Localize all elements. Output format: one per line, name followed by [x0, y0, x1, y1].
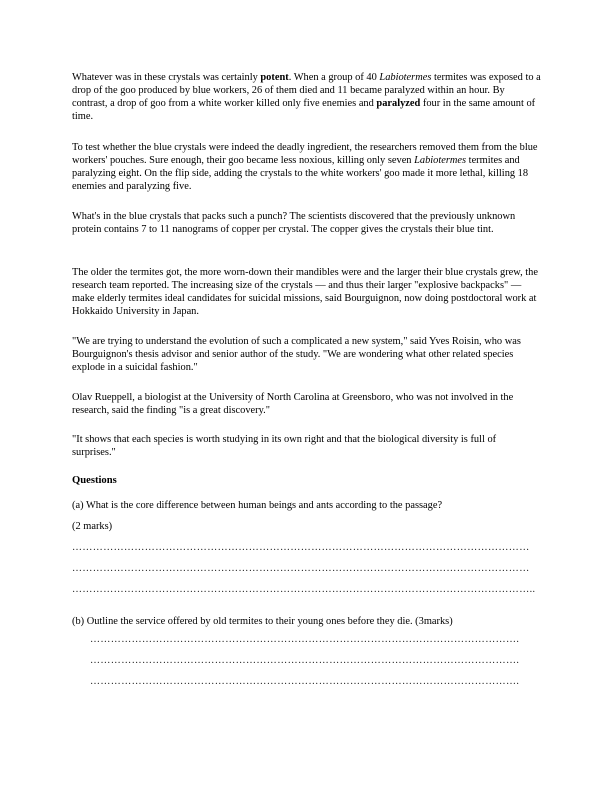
paragraph-1 — [72, 71, 542, 123]
paragraph-1-bold-paralyzed: paralyzed — [376, 98, 421, 109]
answer-line-a-2[interactable]: …………………………………………………………………………………………………………………… — [72, 563, 530, 574]
paragraph-2-text: To test whether the blue crystals were indeed the deadly ingredient, the researchers removed them from the blue workers' pouches. Sure enough, their goo became less noxious, killing only seven — [72, 142, 538, 166]
paragraph-5: "We are trying to understand the evolution of such a complicated a new system," said Yves Roisin, who was Bourguignon's thesis advisor and senior author of the study. "We are wondering what other related species explode in a suicidal fashion." — [72, 336, 521, 373]
paragraph-2-text: termites and paralyzing eight. On the flip side, adding the crystals to the white workers' goo made it more lethal, killing 18 enemies and paralyzing five. — [72, 155, 529, 192]
paragraph-4: The older the termites got, the more worn-down their mandibles were and the larger their blue crystals grew, the research team reported. The increasing size of the crystals — and thus their larger "explosive backpacks" — make elderly termites ideal candidates for suicidal missions, said Bourguignon, now doing postdoctoral work at Hokkaido University in Japan. — [72, 267, 538, 317]
question-b-text: (b) Outline the service offered by old termites to their young ones before they die. (3marks) — [72, 616, 453, 627]
answer-line-b-1[interactable]: ……………………………………………………………………………………………………………. — [90, 634, 520, 645]
paragraph-1-text: . When a group of 40 — [288, 72, 380, 83]
paragraph-6: Olav Rueppell, a biologist at the University of North Carolina at Greensboro, who was not involved in the research, said the finding "is a great discovery." — [72, 392, 514, 416]
answer-line-a-3[interactable]: …………………………………………………………………………………………………………………….. — [72, 584, 536, 595]
questions-heading: Questions — [72, 475, 117, 486]
paragraph-7: "It shows that each species is worth studying in its own right and that the biological diversity is full of surprises." — [72, 434, 497, 458]
paragraph-1-bold-potent: potent — [260, 72, 289, 83]
question-a-marks: (2 marks) — [72, 521, 113, 532]
answer-line-a-1[interactable]: …………………………………………………………………………………………………………………… — [72, 542, 530, 553]
paragraph-1-text: Whatever was in these crystals was certainly — [72, 72, 261, 83]
answer-line-b-2[interactable]: ……………………………………………………………………………………………………………. — [90, 655, 520, 666]
answer-line-b-3[interactable]: ……………………………………………………………………………………………………………. — [90, 676, 520, 687]
paragraph-3: What's in the blue crystals that packs such a punch? The scientists discovered that the previously unknown protein contains 7 to 11 nanograms of copper per crystal. The copper gives the crystals their blue tint. — [72, 211, 516, 235]
paragraph-2 — [72, 141, 542, 193]
paragraph-1-text: four in the same amount of time. — [72, 98, 536, 122]
paragraph-1-text: termites was exposed to a drop of the goo produced by blue workers, 26 of them died and 11 became paralyzed within an hour. By contrast, a drop of goo from a white worker killed only five enemies and — [72, 72, 541, 109]
paragraph-2-italic-species: Labiotermes — [414, 155, 467, 166]
question-a-text: (a) What is the core difference between human beings and ants according to the passage? — [72, 500, 443, 511]
paragraph-1-italic-species: Labiotermes — [379, 72, 432, 83]
